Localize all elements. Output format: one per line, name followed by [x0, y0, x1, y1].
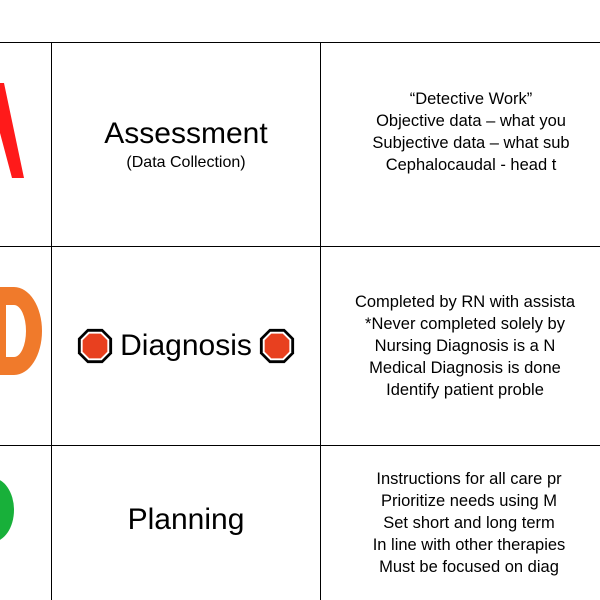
table-row-assessment: [0, 43, 600, 246]
description-cell-assessment: [321, 43, 600, 246]
description-line: In line with other therapies: [372, 536, 566, 554]
description-line: Must be focused on diag: [379, 558, 559, 576]
description-line: Objective data – what you: [376, 112, 566, 130]
step-cell-diagnosis: [52, 247, 320, 445]
letter-cell-diagnosis: [0, 247, 51, 445]
description-line: Instructions for all care pr: [376, 470, 562, 488]
letter-p-icon: [0, 446, 51, 600]
step-title: Planning: [127, 503, 245, 536]
description-line: Prioritize needs using M: [380, 492, 558, 510]
description-lines: [321, 88, 600, 176]
description-line: *Never completed solely by: [365, 315, 565, 333]
step-cell-planning: [52, 446, 320, 600]
description-lines: [321, 291, 600, 401]
description-line: Identify patient proble: [386, 381, 544, 399]
table-row-planning: [0, 446, 600, 600]
description-line: Cephalocaudal - head t: [385, 156, 557, 174]
description-line: “Detective Work”: [409, 90, 533, 108]
step-title: Diagnosis: [120, 329, 252, 362]
letter-cell-planning: [0, 446, 51, 600]
stop-sign-icon: [258, 327, 296, 365]
letter-a-icon: [0, 43, 51, 246]
letter-cell-assessment: [0, 43, 51, 246]
description-line: Subjective data – what sub: [372, 134, 570, 152]
description-line: Medical Diagnosis is done: [369, 359, 561, 377]
description-cell-diagnosis: [321, 247, 600, 445]
letter-d-icon: [0, 247, 51, 445]
stop-sign-icon: [76, 327, 114, 365]
description-cell-planning: [321, 446, 600, 600]
step-subtitle: (Data Collection): [126, 153, 246, 171]
description-lines: [321, 468, 600, 578]
step-cell-assessment: [52, 43, 320, 246]
diagnosis-title-line: [76, 327, 296, 365]
step-title: Assessment: [104, 116, 268, 150]
table-row-diagnosis: [0, 247, 600, 445]
description-line: Set short and long term: [383, 514, 555, 532]
description-line: Completed by RN with assista: [354, 293, 576, 311]
description-line: Nursing Diagnosis is a N: [374, 337, 556, 355]
